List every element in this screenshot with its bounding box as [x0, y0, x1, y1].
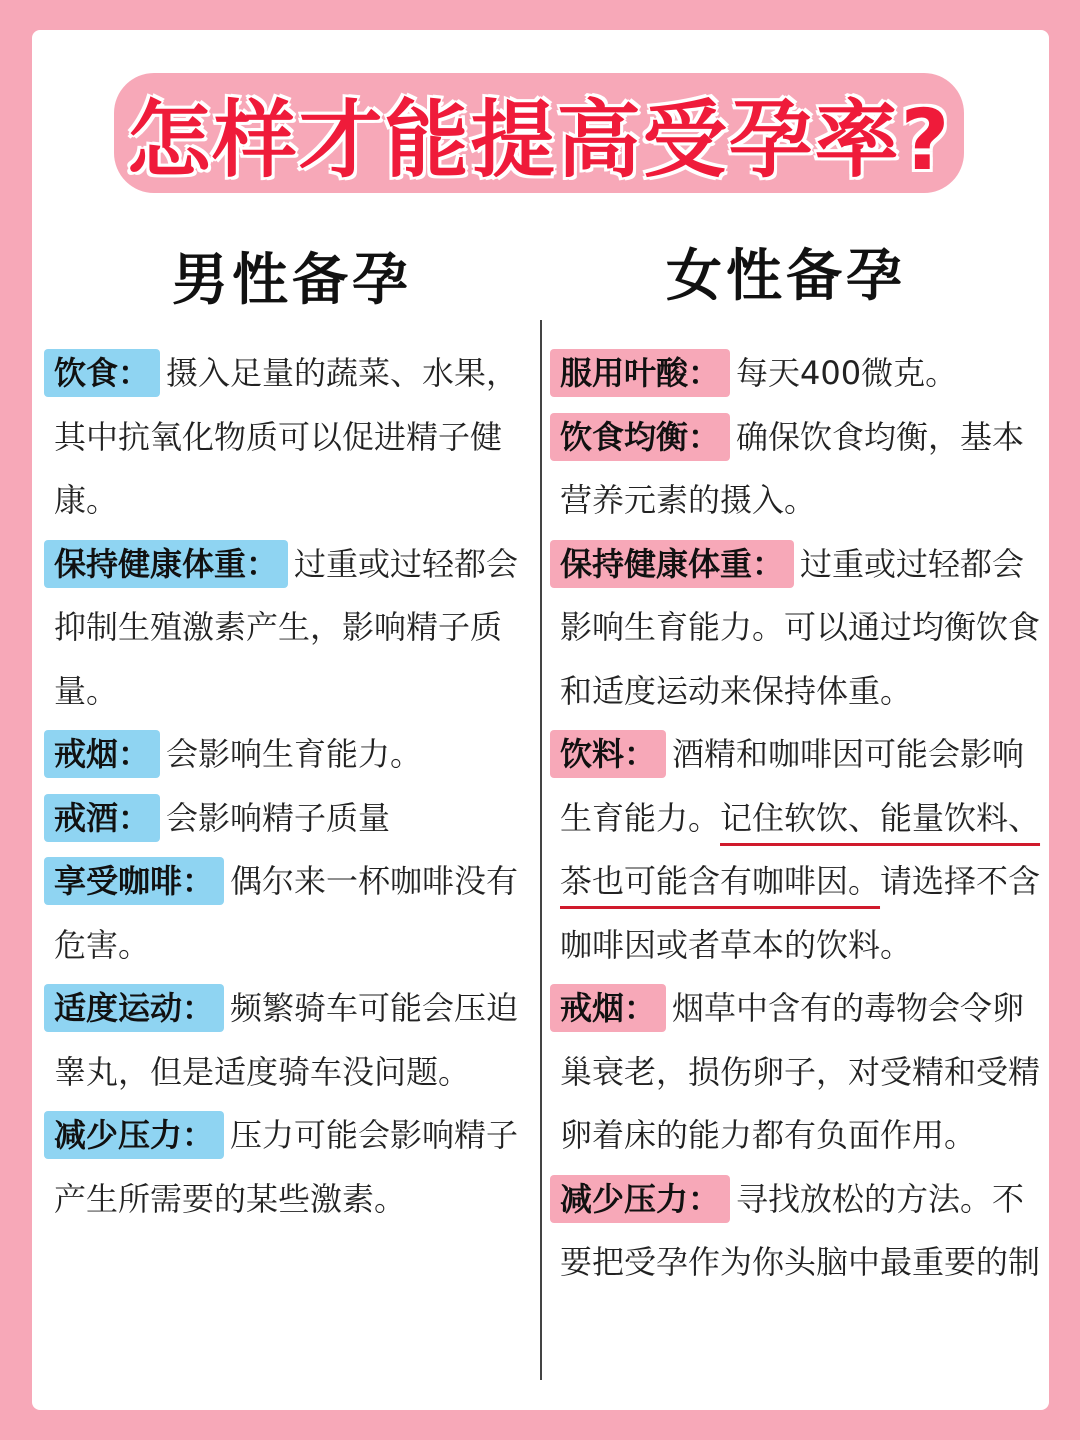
female-tip-tag: 服用叶酸： — [550, 349, 730, 397]
female-tip-diet — [560, 406, 1042, 533]
male-tip-tag: 享受咖啡： — [44, 857, 224, 905]
male-tip-tag: 戒烟： — [44, 730, 160, 778]
female-tip-tag: 保持健康体重： — [550, 540, 794, 588]
male-tip-tag: 适度运动： — [44, 984, 224, 1032]
male-tip-text: 频繁骑车可能会压迫睾丸，但是适度骑车没问题。 — [54, 989, 519, 1091]
female-tip-text-after: 请选择不含咖啡因或者草本的饮料。 — [560, 862, 1041, 964]
female-tip-text: 确保饮食均衡，基本营养元素的摄入。 — [560, 417, 1025, 519]
female-column-header: 女性备孕 — [666, 244, 906, 309]
female-tip-tag: 饮食均衡： — [550, 413, 730, 461]
female-tip-text: 每天400微克。 — [736, 354, 958, 392]
male-tip-tag: 饮食： — [44, 349, 160, 397]
male-tip-stress — [54, 1104, 534, 1231]
male-tip-tag: 保持健康体重： — [44, 540, 288, 588]
male-tip-text: 过重或过轻都会抑制生殖激素产生，影响精子质量。 — [54, 544, 519, 710]
male-tip-text: 会影响精子质量 — [166, 798, 391, 837]
female-tip-weight — [560, 533, 1042, 724]
female-tip-stress — [560, 1168, 1042, 1295]
female-tip-text: 过重或过轻都会影响生育能力。可以通过均衡饮食和适度运动来保持体重。 — [560, 544, 1041, 710]
page-title: 怎样才能提高受孕率? — [126, 90, 952, 189]
male-tip-alcohol — [54, 787, 534, 851]
female-tip-tag: 饮料： — [550, 730, 666, 778]
female-tip-folic-acid — [560, 342, 1042, 406]
male-tip-text: 摄入足量的蔬菜、水果，其中抗氧化物质可以促进精子健康。 — [54, 354, 519, 519]
female-tip-drinks — [560, 723, 1042, 977]
female-tip-tag: 减少压力： — [550, 1175, 730, 1223]
male-tip-coffee — [54, 850, 534, 977]
male-tip-text: 会影响生育能力。 — [166, 735, 423, 773]
female-tip-text: 寻找放松的方法。不要把受孕作为你头脑中最重要的制 — [560, 1179, 1041, 1281]
male-tip-exercise — [54, 977, 534, 1104]
column-divider — [540, 320, 542, 1380]
male-tip-tag: 减少压力： — [44, 1111, 224, 1159]
female-tip-underlined-text: 记住软饮、能量饮料、茶也可能含有咖啡因。 — [560, 798, 1041, 900]
male-tip-text: 压力可能会影响精子产生所需要的某些激素。 — [54, 1116, 519, 1218]
female-tip-text: 酒精和咖啡因可能会影响生育能力。 — [560, 735, 1025, 837]
female-tip-text: 烟草中含有的毒物会令卵巢衰老，损伤卵子，对受精和受精卵着床的能力都有负面作用。 — [560, 989, 1041, 1154]
male-tip-smoking — [54, 723, 534, 787]
male-column-header: 男性备孕 — [172, 248, 412, 313]
female-tips-column — [550, 342, 1042, 1295]
male-tip-tag: 戒酒： — [44, 794, 160, 842]
male-tips-column — [44, 342, 534, 1231]
male-tip-diet — [54, 342, 534, 533]
male-tip-weight — [54, 533, 534, 724]
title-banner — [114, 73, 964, 193]
female-tip-smoking — [560, 977, 1042, 1168]
female-tip-tag: 戒烟： — [550, 984, 666, 1032]
male-tip-text: 偶尔来一杯咖啡没有危害。 — [54, 862, 519, 964]
